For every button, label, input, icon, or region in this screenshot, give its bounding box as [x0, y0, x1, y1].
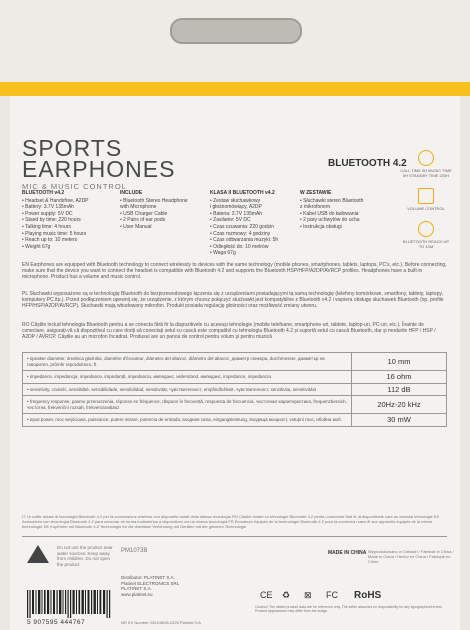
ce-mark-icon: CE	[260, 590, 273, 600]
spec-pl	[210, 190, 290, 257]
distributor-line: Distributor: PLATINET S.A.	[121, 575, 175, 580]
param-value: 30 mW	[352, 414, 447, 427]
spec-item: • Power supply: 5V DC	[22, 210, 73, 217]
spec-item: • 2 pary uchwytów do ucha	[300, 217, 360, 224]
weee-bin-icon: ⊠	[304, 590, 312, 600]
spec-heading: BLUETOOTH v4.2	[22, 190, 65, 196]
param-label: • sensitivity, czułość, sensibilité, sensibilidade, sensibilidad, sensitivität, чувствителност, empfindlichkeit, чувствителност, senzitivita, sensitivitást	[23, 383, 352, 396]
distributor-line: Platinet ELECTRONICS SRL	[121, 580, 180, 586]
title-line-1: SPORTS	[22, 135, 123, 161]
table-row	[23, 353, 447, 371]
made-in-translations: Wyprodukowano w Chinach / Fabricat în China / Made in China / Hecho en China / Fabriqué en Chine	[368, 549, 454, 564]
footnote: NR EX Number 030108/08-0325 Platinet S.A	[121, 620, 201, 625]
param-value: 112 dB	[352, 383, 447, 396]
bluetooth-badge: BLUETOOTH 4.2	[328, 158, 407, 169]
hanger-tab	[0, 0, 470, 92]
param-value: 20Hz-20 kHz	[352, 396, 447, 414]
disclaimer: Caution! The stated product data are for reference only. The seller assumes no responsibility for any typographical errors. Product appearance may differ from the image.	[255, 605, 443, 614]
spec-item: • Czas czuwania: 220 godzin	[210, 223, 275, 230]
feature-caption: VOLUME CONTROL	[407, 206, 445, 211]
feature-bluetooth-range	[400, 221, 452, 249]
feature-call-time	[400, 150, 452, 178]
feature-caption: CALL TIME 5H MUSIC TIME 5H STANDBY TIME 220H	[400, 168, 452, 178]
recycle-icon: ♻	[282, 590, 291, 600]
spec-pl-set	[300, 190, 390, 231]
param-label: • impedance, impedancja, impedance, impedanță, impedancia, импеданс, widerstand, импеданс, impedance, impedancia	[23, 371, 352, 384]
warning-triangle-icon	[27, 545, 49, 563]
spec-include	[120, 190, 200, 231]
distributor-info	[121, 575, 261, 597]
spec-item: z mikrofonem	[300, 204, 331, 211]
spec-item: • 2 Pairs of ear pods	[120, 217, 166, 224]
spec-en	[22, 190, 102, 250]
distributor-line: www.platinet.eu	[121, 591, 153, 597]
spec-item: • Bluetooth Stereo Headphone	[120, 197, 188, 204]
paragraph-ro: RO Căștile includ tehnologia Bluetooth pentru a se conecta fără fir la dispozitivele cu aceeași tehnologie (mobile telefoane, smartphone-uri, tablete, laptop-uri, PC-uri, etc.). Înainte de conectare, asigurați-vă că dispozitivul cu care doriți să conectați setul cu cască este compatibil cu tehnologia Bluetooth 4.2 și suportă setul cu cască Bluetooth, dar și modurile HFP / HSP / A2DP / AVRCP. Căștile au un microfon încadrat. Produsul are un panou de control pentru volum și pentru muzică	[22, 322, 436, 341]
warning-text: Do not use the product near water sources. Keep away from children. Do not open the product.	[57, 545, 113, 567]
spec-item: • Headset & Handsfree, A2DP	[22, 197, 89, 204]
spec-item: • Talking time: 4 hours	[22, 223, 71, 230]
spec-heading: KLASA II BLUETOOTH v4.2	[210, 190, 275, 196]
product-title	[22, 135, 176, 182]
hanger-slot	[170, 18, 302, 44]
spec-item: • Odległość do: 10 metrów	[210, 243, 269, 250]
divider	[22, 536, 447, 537]
table-row	[23, 371, 447, 384]
model-code: PM1073B	[121, 548, 148, 554]
spec-item: • Zestaw słuchawkowy	[210, 197, 261, 204]
spec-item: • Zasilanie: 5V DC	[210, 217, 251, 224]
spec-heading: INCLUDE	[120, 190, 143, 196]
feature-icons	[400, 150, 452, 259]
spec-item: i głośnomówiący, A2DP	[210, 204, 262, 211]
distributor-line: PLATINET S.A.	[121, 586, 152, 592]
spec-item: • Instrukcja obsługi	[300, 223, 342, 230]
fcc-icon: FC	[326, 590, 338, 600]
rohs-icon: RoHS	[354, 590, 382, 601]
parameters-table	[22, 352, 447, 427]
spec-heading: W ZESTAWIE	[300, 190, 332, 196]
spec-item: • Playing music time: 5 hours	[22, 230, 87, 237]
spec-item: • Czas rozmowy: 4 godziny	[210, 230, 271, 237]
spec-item: • Weight 67g	[22, 243, 51, 250]
paragraph-en: EN Earphones are equipped with Bluetooth technology to connect wirelessly to devices with the same technology (mobile phones, smartphones, tablets, laptops, PC's, etc.). Before connecting, make sure that the device you want to connect the headset is compatible with Bluetooth 4.2 and supports the Bluetooth HSP/HFP/A2DP/AVRCP profiles. Headphones have a built-in microphone. Product has a volume and music control.	[22, 262, 447, 281]
param-label: • frequency response, pasmo przenoszenia, réponse en fréquence, răspuns în frecvență, respuesta de frecuencia, частотная характеристика, frequenzbereich, честотна, frekvenční rozsah, frekvenciaválasz	[23, 396, 352, 414]
table-row	[23, 396, 447, 414]
spec-item: • Czas odtwarzania muzyki: 5h	[210, 237, 279, 244]
yellow-accent-bar	[0, 82, 470, 96]
param-label: • speaker diameter, średnica głośnika, diamètre d'écouteur, diámetro del altavoz, diâmetro del altavoz, диаметр спикера, durchmesser, диаметър на говорител, průměr reproduktoru, ft	[23, 353, 352, 371]
product-subtitle: MIC & MUSIC CONTROL	[22, 182, 127, 191]
feature-caption: BLUETOOTH REACH UP TO 10M	[402, 239, 450, 249]
spec-item: • Kabel USB do ładowania	[300, 210, 359, 217]
barcode-icon	[27, 590, 111, 618]
title-line-2: EARPHONES	[22, 156, 176, 182]
feature-volume	[400, 188, 452, 211]
spec-item: • Waga 67g	[210, 250, 236, 257]
spec-item: • Bateria: 3.7V 135mAh	[210, 210, 263, 217]
spec-item: • User Manual	[120, 223, 152, 230]
spec-item: with Microphone	[120, 204, 157, 211]
barcode-number: 5 907595 444767	[27, 619, 86, 626]
spec-item: • Reach up to: 10 meters	[22, 237, 78, 244]
paragraph-pl: PL Słuchawki wyposażone są w technologię Bluetooth do bezprzewodowego łączenia się z urządzeniami posiadającymi tą samą technologię (telefony komórkowe, smartfony, tablety, laptopy, komputery PC itp.). Przed podłączeniem upewnij się, że urządzenie, z którym chcesz połączyć słuchawki jest kompatybilne z Bluetooth v4.2 i wspiera obsługę słuchawek Bluetooth (np. profile HFP/HSP/A2DP/AVRCP). Słuchawki mają wbudowany mikrofon. Produkt posiada regulację głośności oraz możliwość zmiany utworu.	[22, 291, 444, 310]
param-value: 10 mm	[352, 353, 447, 371]
table-row	[23, 414, 447, 427]
bluetooth-range-icon	[418, 221, 434, 237]
warning-block	[27, 545, 113, 567]
spec-item: • Słuchawki stereo Bluetooth	[300, 197, 364, 204]
made-in: MADE IN CHINA	[328, 550, 367, 556]
table-row	[23, 383, 447, 396]
volume-sliders-icon	[418, 188, 434, 204]
param-value: 16 ohm	[352, 371, 447, 384]
spec-item: • Battery: 3.7V 135mAh	[22, 204, 75, 211]
clock-icon	[418, 150, 434, 166]
param-label: • input power, moc wejściowa, puissance, putere intrare, potencia de entrada, входная сила, eingangsleistung, входяща мощност, vstupní moc, ибойна моб	[23, 414, 352, 427]
spec-item: • USB Charger Cable	[120, 210, 168, 217]
languages-note: IT Le cuffie dotate di tecnologia Bluetooth 4.2 per la connessione wireless con dispositivi dotati della stessa tecnologia RO Căștile dotate cu tehnologie Bluetooth 4.2 pentru conectare fără fir la dispozitivele care au aceeași tehnologie ES Auriculares con tecnología Bluetooth 4.2 para conectar de forma inalámbrica a dispositivos con la misma tecnología FR Écouteurs équipés de la technologie Bluetooth 4.2 pour la connexion sans fil aux appareils équipés de la même technologie DE Kopfhörer mit Bluetooth 4.2 Technologie für die drahtlose Verbindung mit Geräten mit der gleichen Technologie	[22, 514, 440, 529]
spec-item: • Stand by time: 220 hours	[22, 217, 81, 224]
